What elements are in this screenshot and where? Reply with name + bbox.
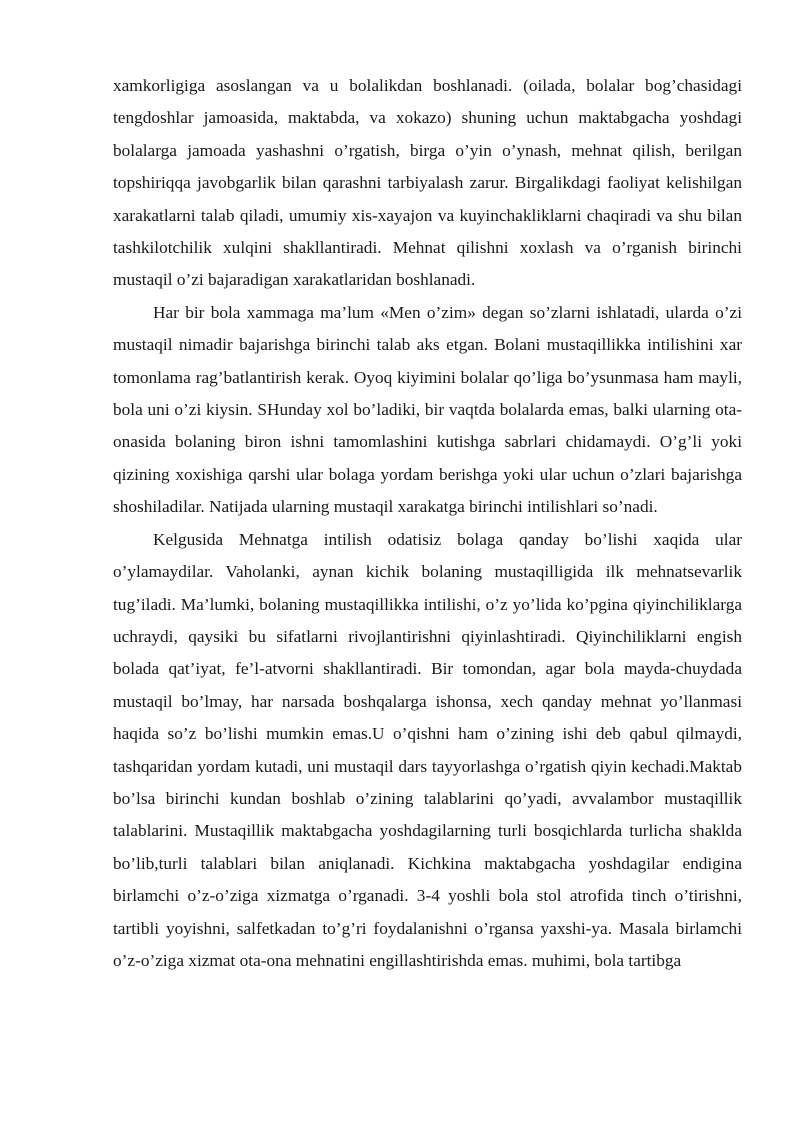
document-page [113,70,742,977]
paragraph-men-ozim: Har bir bola xammaga ma’lum «Men o’zim» degan so’zlarni ishlatadi, ularda o’zi mustaqil nimadir bajarishga birinchi talab aks etgan. Bolani mustaqillikka intilishini xar tomonlama rag’batlantirish kerak. Oyoq kiyimini bolalar qo’liga bo’ysunmasa ham mayli, bola uni o’zi kiysin. SHunday xol bo’ladiki, bir vaqtda bolalarda emas, balki ularning ota-onasida bolaning biron ishni tamomlashini kutishga sabrlari chidamaydi. O’g’li yoki qizining xoxishiga qarshi ular bolaga yordam berishga yoki ular uchun o’zlari bajarishga shoshiladilar. Natijada ularning mustaqil xarakatga birinchi intilishlari so’nadi. [113,302,742,517]
paragraph-continuation: xamkorligiga asoslangan va u bolalikdan boshlanadi. (oilada, bolalar bog’chasidagi tengdoshlar jamoasida, maktabda, va xokazo) shuning uchun maktabgacha yoshdagi bolalarga jamoada yashashni o’rgatish, birga o’yin o’ynash, mehnat qilish, berilgan topshiriqqa javobgarlik bilan qarashni tarbiyalash zarur. Birgalikdagi faoliyat kelishilgan xarakatlarni talab qiladi, umumiy xis-xayajon va kuyinchakliklarni chaqiradi va shu bilan tashkilotchilik xulqini shakllantiradi. Mehnat qilishni xoxlash va o’rganish birinchi mustaqil o’zi bajaradigan xarakatlaridan boshlanadi. [113,76,742,290]
paragraph-mehnatga-intilish: Kelgusida Mehnatga intilish odatisiz bolaga qanday bo’lishi xaqida ular o’ylamaydilar. Vaholanki, aynan kichik bolaning mustaqilligida ilk mehnatsevarlik tug’iladi. Ma’lumki, bolaning mustaqillikka intilishi, o’z yo’lida ko’pgina qiyinchiliklarga uchraydi, qaysiki bu sifatlarni rivojlantirishni qiyinlashtiradi. Qiyinchiliklarni engish bolada qat’iyat, fe’l-atvorni shakllantiradi. Bir tomondan, agar bola mayda-chuydada mustaqil bo’lmay, har narsada boshqalarga ishonsa, xech qanday mehnat yo’llanmasi haqida so’z bo’lishi mumkin emas.U o’qishni ham o’zining ishi deb qabul qilmaydi, tashqaridan yordam kutadi, uni mustaqil dars tayyorlashga o’rgatish qiyin kechadi.Maktab bo’lsa birinchi kundan boshlab o’zining talablarini qo’yadi, avvalambor mustaqillik talablarini. Mustaqillik maktabgacha yoshdagilarning turli bosqichlarda turlicha shaklda bo’lib,turli talablari bilan aniqlanadi. Kichkina maktabgacha yoshdagilar endigina birlamchi o’z-o’ziga xizmatga o’rganadi. 3-4 yoshli bola stol atrofida tinch o’tirishni, tartibli yoyishni, salfetkadan to’g’ri foydalanishni o’rgansa yaxshi-ya. Masala birlamchi o’z-o’ziga xizmat ota-ona mehnatini engillashtirishda emas. muhimi, bola tartibga [113,529,742,970]
